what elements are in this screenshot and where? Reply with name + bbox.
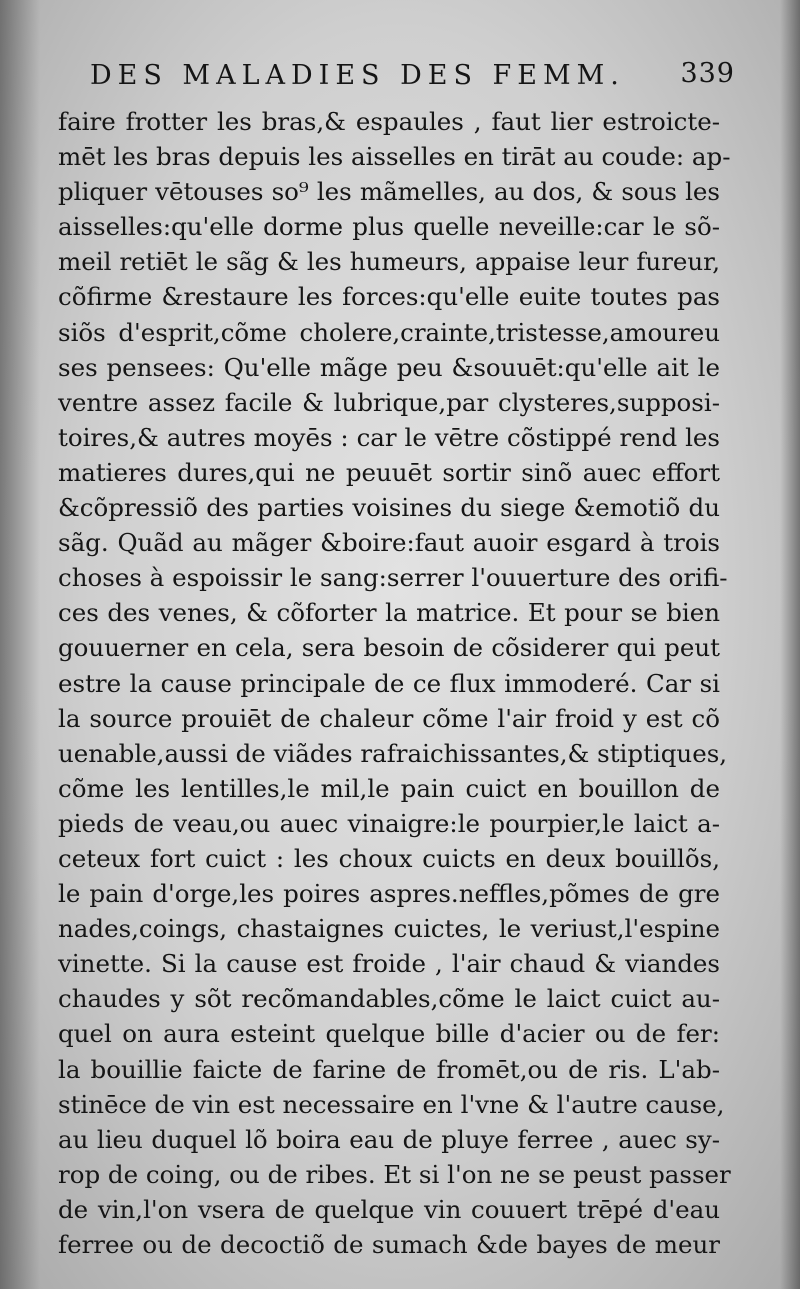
text-line: &cõpressiõ des parties voisines du siege &emotiõ du <box>58 493 720 523</box>
page-number: 339 <box>680 58 735 89</box>
page-header <box>58 58 735 104</box>
text-line: la bouillie faicte de farine de fromēt,ou de ris. L'ab- <box>58 1054 720 1084</box>
text-line: chaudes y sõt recõmandables,cõme le laict cuict au- <box>58 984 720 1014</box>
text-line: meil retiēt le sãg & les humeurs, appaise leur fureur, <box>58 247 720 277</box>
text-line: de vin,l'on vsera de quelque vin couuert trēpé d'eau <box>58 1194 720 1224</box>
text-line: matieres dures,qui ne peuuēt sortir sinõ auec effort <box>58 457 720 487</box>
page-edge-shadow <box>780 0 800 1289</box>
text-line: gouuerner en cela, sera besoin de cõsiderer qui peut <box>58 633 720 663</box>
text-line: uenable,aussi de viãdes rafraichissantes,& stiptiques, <box>58 738 728 768</box>
text-line: cõme les lentilles,le mil,le pain cuict en bouillon de <box>58 773 720 803</box>
body-text <box>58 104 731 1262</box>
text-line: siõs d'esprit,cõme cholere,crainte,tristesse,amoureu <box>58 317 720 347</box>
text-line: choses à espoissir le sang:serrer l'ouuerture des orifi- <box>58 563 728 593</box>
text-line: au lieu duquel lõ boira eau de pluye ferree , auec sy- <box>58 1124 720 1154</box>
text-line: ventre assez facile & lubrique,par clysteres,supposi- <box>58 387 720 417</box>
text-line: estre la cause principale de ce flux immoderé. Car si <box>58 668 720 698</box>
text-line: rop de coing, ou de ribes. Et si l'on ne se peust passer <box>58 1159 731 1189</box>
text-line: le pain d'orge,les poires aspres.neffles,põmes de gre <box>58 879 720 909</box>
text-line: nades,coings, chastaignes cuictes, le veriust,l'espine <box>58 914 720 944</box>
binding-shadow <box>0 0 40 1289</box>
text-line: mēt les bras depuis les aisselles en tirāt au coude: ap- <box>58 142 731 172</box>
text-line: quel on aura esteint quelque bille d'acier ou de fer: <box>58 1019 720 1049</box>
text-line: pliquer vētouses so⁹ les mãmelles, au dos, & sous les <box>58 177 720 207</box>
text-line: toires,& autres moyēs : car le vētre cõstippé rend les <box>58 422 720 452</box>
text-line: ceteux fort cuict : les choux cuicts en deux bouillõs, <box>58 843 720 873</box>
text-line: ses pensees: Qu'elle mãge peu &souuēt:qu'elle ait le <box>58 352 720 382</box>
text-line: aisselles:qu'elle dorme plus quelle neveille:car le sõ- <box>58 212 720 242</box>
text-line: sãg. Quãd au mãger &boire:faut auoir esgard à trois <box>58 528 720 558</box>
text-line: ces des venes, & cõforter la matrice. Et pour se bien <box>58 598 720 628</box>
text-line: ferree ou de decoctiõ de sumach &de bayes de meur <box>58 1230 720 1259</box>
text-line: cõfirme &restaure les forces:qu'elle euite toutes pas <box>58 282 720 312</box>
text-line: faire frotter les bras,& espaules , faut lier estroicte- <box>58 107 720 136</box>
text-line: stinēce de vin est necessaire en l'vne & l'autre cause, <box>58 1089 725 1119</box>
text-line: la source prouiēt de chaleur cõme l'air froid y est cõ <box>58 703 720 733</box>
text-line: vinette. Si la cause est froide , l'air chaud & viandes <box>58 949 720 979</box>
page-content <box>58 58 735 1262</box>
running-head: DES MALADIES DES FEMM. <box>90 60 625 91</box>
text-line: pieds de veau,ou auec vinaigre:le pourpier,le laict a- <box>58 808 720 838</box>
